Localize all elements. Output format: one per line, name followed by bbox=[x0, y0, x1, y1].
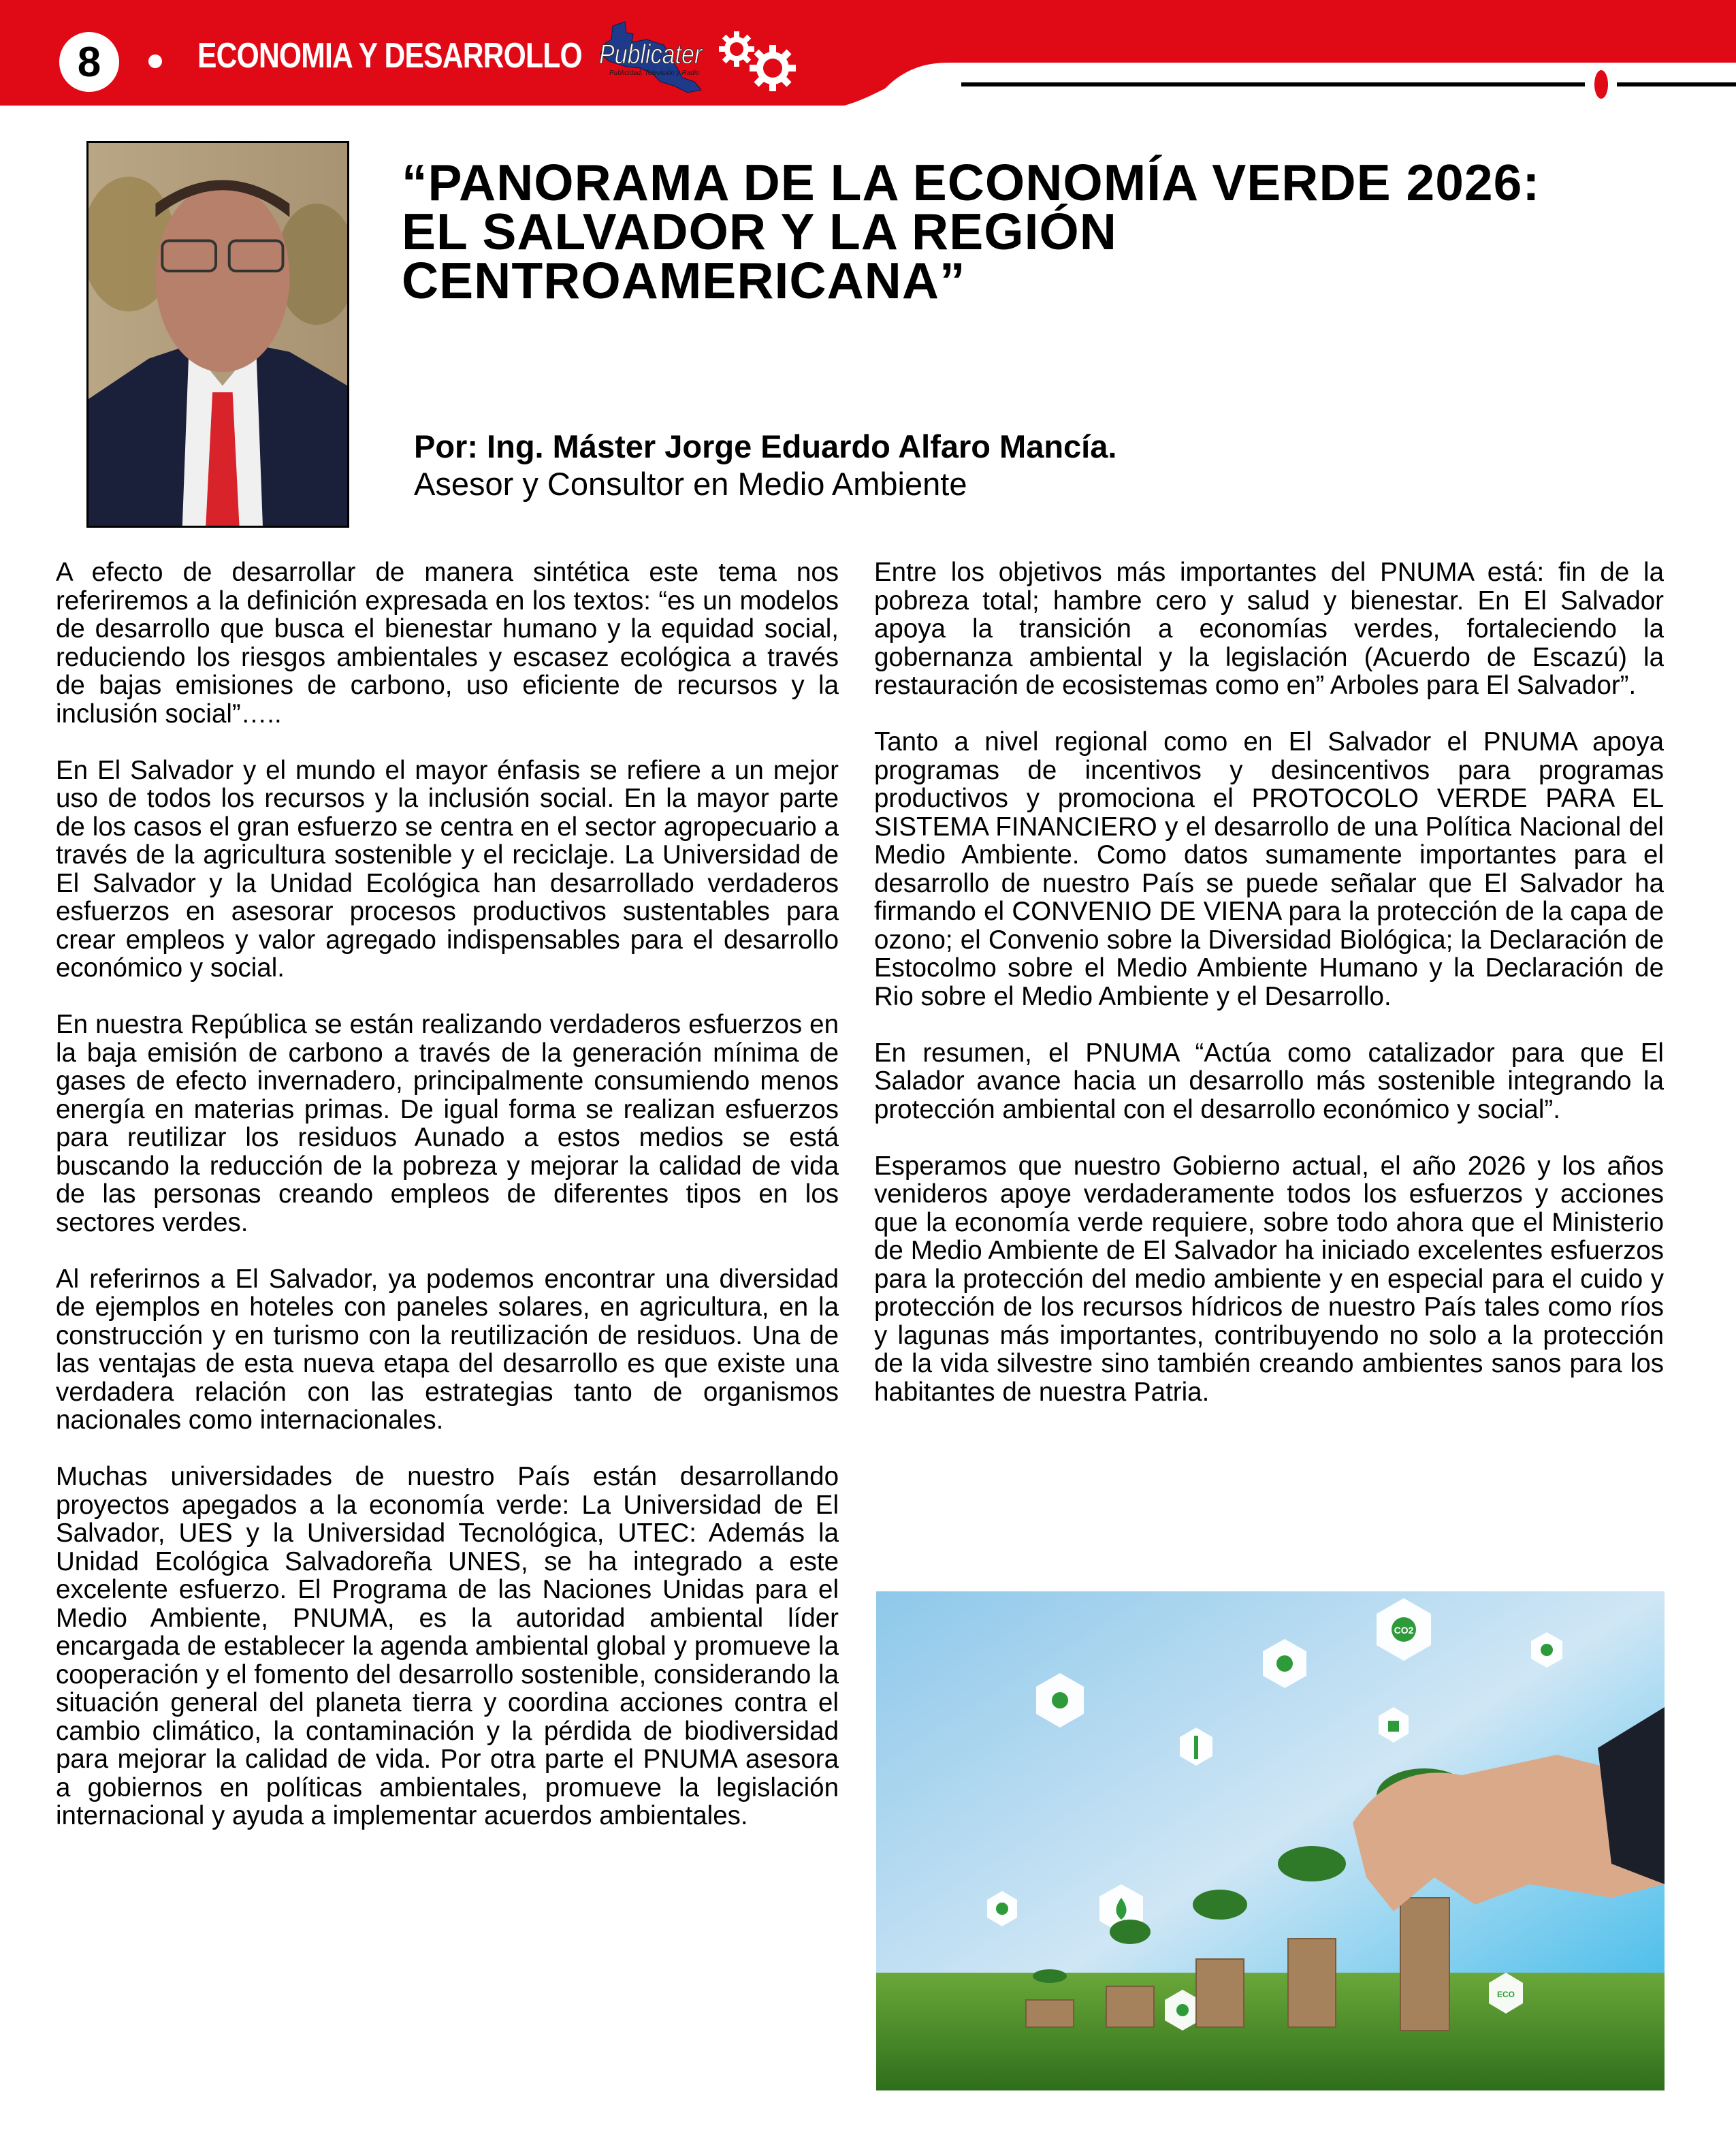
co2-label: CO2 bbox=[1394, 1625, 1414, 1636]
header-red-dot bbox=[1594, 70, 1608, 99]
paragraph: En resumen, el PNUMA “Actúa como catalizador para que El Salador avance hacia un desarrollo más sostenible integrando la protección ambiental con el desarrollo económico y social”. bbox=[874, 1038, 1664, 1124]
paragraph: Esperamos que nuestro Gobierno actual, el año 2026 y los años venideros apoye verdaderamente todos los esfuerzos y acciones que la economía verde requiere, sobre todo ahora que el Ministerio de Medio Ambiente de El Salvador ha iniciado excelentes esfuerzos para la protección del medio ambiente y en especial para el cuido y protección de los recursos hídricos de nuestro País tales como ríos y lagunas más importantes, contribuyendo no solo a la protección de la vida silvestre sino también creando ambientes sanos para los habitantes de nuestra Patria. bbox=[874, 1151, 1664, 1407]
bullet-separator bbox=[148, 54, 162, 68]
paragraph: En nuestra República se están realizando verdaderos esfuerzos en la baja emisión de carbono a través de la generación mínima de gases de efecto invernadero, principalmente consumiendo menos energía en materias primas. De igual forma se realizan esfuerzos para reutilizar los residuos Aunado a estos medios se está buscando la reducción de la pobreza y mejorar la calidad de vida de las personas creando empleos de diferentes tipos en los sectores verdes. bbox=[56, 1010, 839, 1237]
logo-wordmark: Publicater bbox=[599, 39, 703, 69]
header-rule-left bbox=[961, 82, 1585, 86]
right-column bbox=[874, 558, 1664, 1435]
author-role: Asesor y Consultor en Medio Ambiente bbox=[414, 466, 967, 502]
headline-line: “PANORAMA DE LA ECONOMÍA VERDE 2026: bbox=[402, 154, 1541, 211]
header-rule-right bbox=[1617, 82, 1736, 86]
paragraph: Muchas universidades de nuestro País están desarrollando proyectos apegados a la economía verde: La Universidad de El Salvador, UES y la Universidad Tecnológica, UTEC: Además la Unidad Ecológica Salvadoreña UNES, se ha integrado a este excelente esfuerzo. El Programa de las Naciones Unidas para el Medio Ambiente, PNUMA, es la autoridad ambiental líder encargada de establecer la agenda ambiental global y promueve la cooperación y el fomento del desarrollo sostenible, considerando la situación general del planeta tierra y coordina acciones contra el cambio climático, la contaminación y la pérdida de biodiversidad para mejorar la calidad de vida. Por otra parte el PNUMA asesora a gobiernos en políticas ambientales, promueve la legislación internacional y ayuda a implementar acuerdos ambientales. bbox=[56, 1462, 839, 1830]
left-column bbox=[56, 558, 839, 1858]
paragraph: En El Salvador y el mundo el mayor énfasis se refiere a un mejor uso de todos los recursos y la inclusión social. En la mayor parte de los casos el gran esfuerzo se centra en el sector agropecuario a través de la agricultura sostenible y el reciclaje. La Universidad de El Salvador y la Unidad Ecológica han desarrollado verdaderos esfuerzos en asesorar procesos productivos sustentables para crear empleos y valor agregado indispensables para el desarrollo económico y social. bbox=[56, 755, 839, 983]
page-number-badge: 8 bbox=[59, 32, 119, 92]
green-economy-image bbox=[876, 1591, 1665, 2090]
gears-icon bbox=[715, 26, 803, 94]
article-headline bbox=[402, 154, 1695, 309]
headline-line: EL SALVADOR Y LA REGIÓN bbox=[402, 203, 1117, 260]
headline-line: CENTROAMERICANA” bbox=[402, 252, 966, 309]
paragraph: Entre los objetivos más importantes del PNUMA está: fin de la pobreza total; hambre cero y salud y bienestar. En El Salvador apoya la transición a economías verdes, fortaleciendo la gobernanza ambiental y la legislación (Acuerdo de Escazú) la restauración de ecosistemas como en” Arboles para El Salvador”. bbox=[874, 558, 1664, 700]
author-byline: Por: Ing. Máster Jorge Eduardo Alfaro Mancía. bbox=[414, 428, 1117, 464]
logo-tagline: Publicidad, Televisión y Radio bbox=[609, 69, 700, 77]
section-title: ECONOMIA Y DESARROLLO bbox=[197, 36, 582, 76]
paragraph: Tanto a nivel regional como en El Salvador el PNUMA apoya programas de incentivos y desincentivos para programas productivos y promociona el PROTOCOLO VERDE PARA EL SISTEMA FINANCIERO y el desarrollo de una Política Nacional del Medio Ambiente. Como datos sumamente importantes para el desarrollo de nuestro País se puede señalar que El Salvador ha firmando el CONVENIO DE VIENA para la protección de la capa de ozono; el Convenio sobre la Diversidad Biológica; la Declaración de Estocolmo sobre el Medio Ambiente Humano y la Declaración de Rio sobre el Medio Ambiente y el Desarrollo. bbox=[874, 727, 1664, 1011]
eco-label: ECO bbox=[1496, 1990, 1515, 1999]
paragraph: A efecto de desarrollar de manera sintética este tema nos referiremos a la definición expresada en los textos: “es un modelos de desarrollo que busca el bienestar humano y la equidad social, reduciendo los riesgos ambientales y escasez ecológica a través de bajas emisiones de carbono, uso eficiente de recursos y la inclusión social”….. bbox=[56, 558, 839, 729]
paragraph: Al referirnos a El Salvador, ya podemos encontrar una diversidad de ejemplos en hoteles con paneles solares, en agricultura, en la construcción y en turismo con la reutilización de residuos. Una de las ventajas de esta nueva etapa del desarrollo es que existe una verdadera relación con las estrategias tanto de organismos nacionales como internacionales. bbox=[56, 1264, 839, 1435]
author-photo bbox=[86, 141, 349, 528]
